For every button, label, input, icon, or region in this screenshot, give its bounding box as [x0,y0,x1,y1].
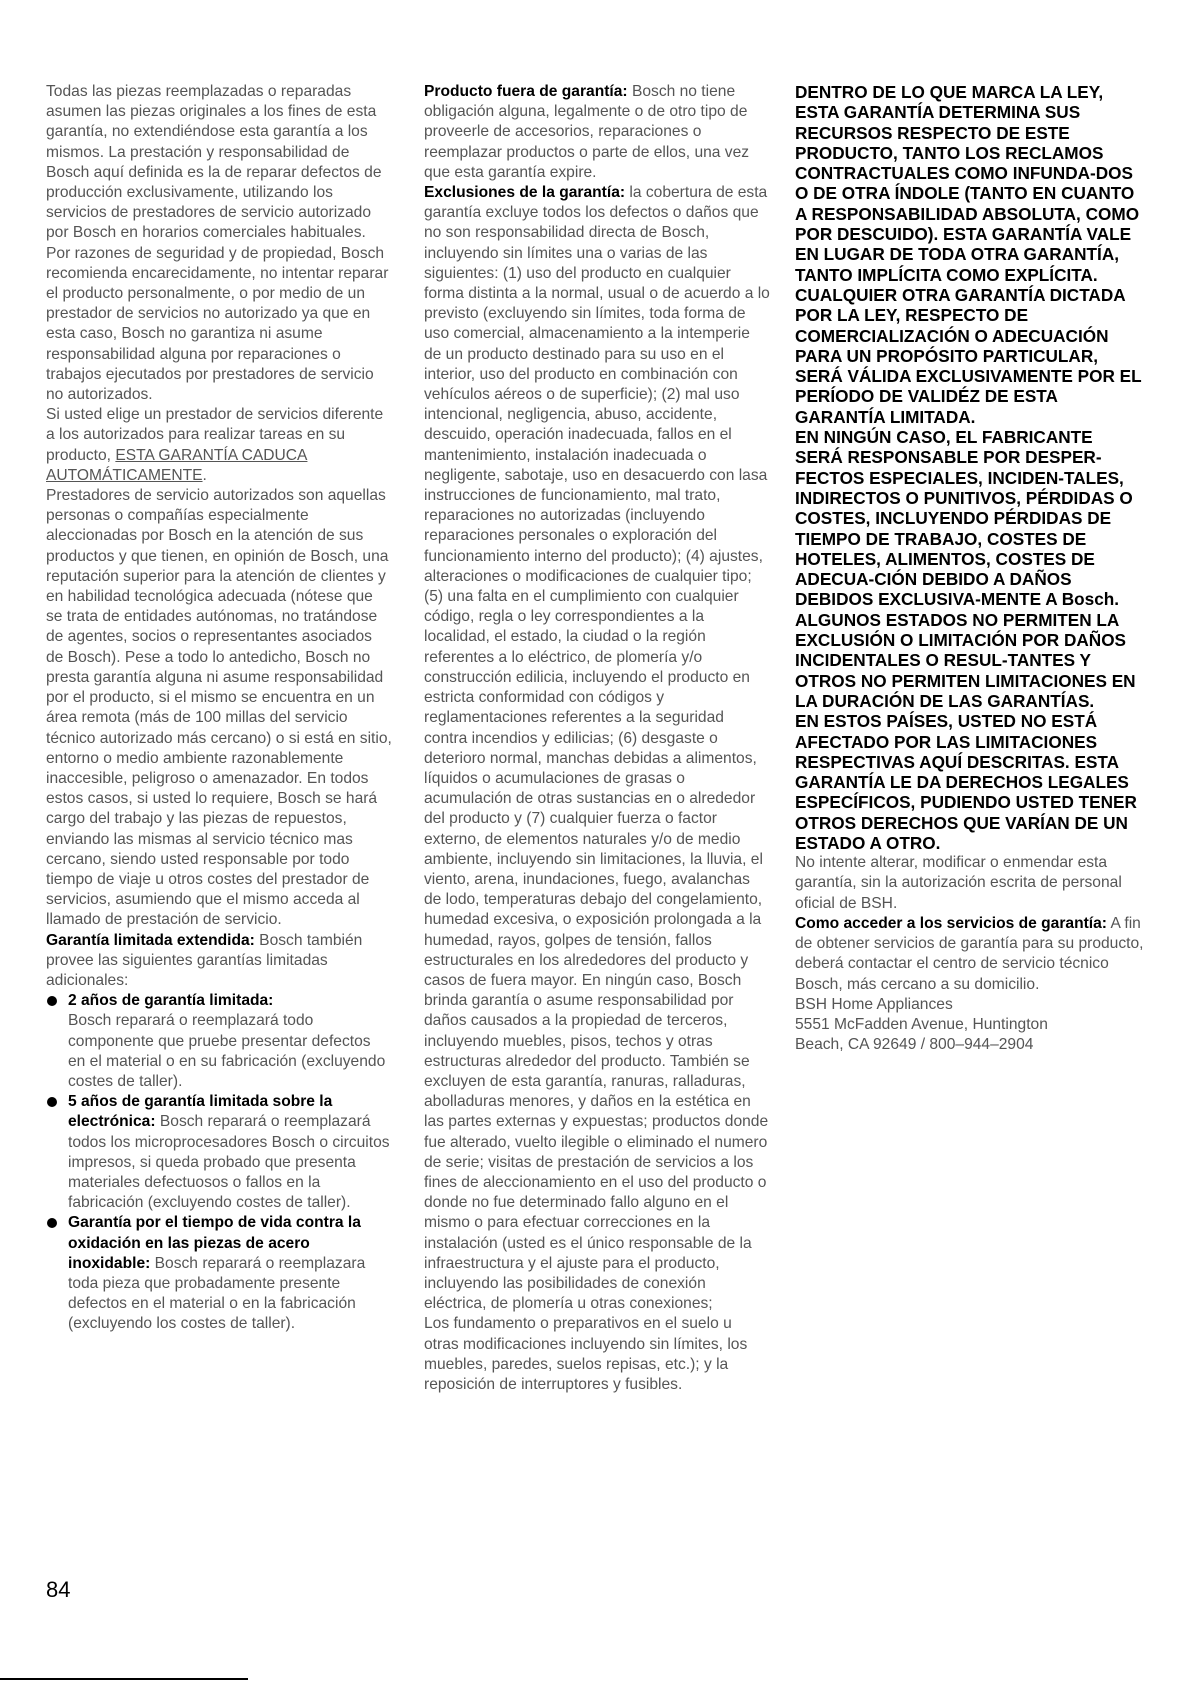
address-block [795,995,1145,1056]
list-item [46,1213,392,1334]
list-item-label: Garantía por el tiempo de vida contra la oxidación en las piezas de acero inoxidable: [68,1214,361,1272]
list-item-text: Bosch reparará o reemplazará todo componente que pruebe presentar defectos en el material o en su fabricación (excluyendo costes de taller). [68,1012,386,1090]
paragraph-end: . [202,466,207,484]
out-of-warranty-paragraph [424,82,770,183]
extended-warranty-text: Bosch también provee las siguientes garantías limitadas adicionales: [46,931,363,989]
warranty-paragraph: Todas las piezas reemplazadas o reparadas asumen las piezas originales a los fines de esta garantía, no extendiéndose esta garantía a los mismos. La prestación y responsabilidad de Bosch aquí definida es la de reparar defectos de producción exclusivamente, utilizando los servicios de prestadores de servicio autorizado por Bosch en horarios comerciales habituales. Por razones de seguridad y de propiedad, Bosch recomienda encarecidamente, no intentar reparar el producto personalmente, o por medio de un prestador de servicios no autorizado ya que en esta caso, Bosch no garantiza ni asume responsabilidad alguna por reparaciones o trabajos ejecutados por prestadores de servicio no autorizados. [46,83,389,404]
out-of-warranty-label: Producto fuera de garantía: [424,83,628,100]
address-line: Beach, CA 92649 / 800–944–2904 [795,1036,1034,1054]
liability-paragraph: EN NINGÚN CASO, EL FABRICANTE SERÁ RESPONSABLE POR DESPER-FECTOS ESPECIALES, INCIDEN-TALES, INDIRECTOS O PUNITIVOS, PÉRDIDAS O COSTES, INCLUYENDO PÉRDIDAS DE TIEMPO DE TRABAJO, COSTES DE HOTELES, ALIMENTOS, COSTES DE ADECUA-CIÓN DEBIDO A DAÑOS DEBIDOS EXCLUSIVA-MENTE A Bosch. ALGUNOS ESTADOS NO PERMITEN LA EXCLUSIÓN O LIMITACIÓN POR DAÑOS INCIDENTALES O RESUL-TANTES Y OTROS NO PERMITEN LIMITACIONES EN LA DURACIÓN DE LAS GARANTÍAS. [795,427,1136,711]
list-item-text: Bosch reparará o reemplazara toda pieza que probadamente presente defectos en el material o en la fabricación (excluyendo los costes de taller). [68,1254,366,1333]
footer-rule [0,1678,248,1680]
extended-warranty-paragraph [46,931,392,992]
column-middle [424,82,770,1395]
extended-warranty-label: Garantía limitada extendida: [46,931,255,949]
warranty-void-notice: ESTA GARANTÍA CADUCA AUTOMÁTICAMENTE [46,446,308,484]
page-number: 84 [46,1577,71,1602]
warranty-list [46,991,392,1334]
exclusions-paragraph [424,183,770,1314]
exclusions-text: la cobertura de esta garantía excluye todos los defectos o daños que no son responsabilidad directa de Bosch, incluyendo sin límites una o varias de las siguientes: (1) uso del producto en cualquier forma distinta a la normal, usual o de acuerdo a lo previsto (excluyendo sin límites, toda forma de uso comercial, almacenamiento a la intemperie de un producto destinado para su uso en el interior, uso del producto en combinación con vehículos aéreos o de superficie); (2) mal uso intencional, negligencia, abuso, accidente, descuido, operación inadecuada, fallos en el mantenimiento, instalación inadecuada o negligente, sabotaje, uso en desacuerdo con lasa instrucciones de funcionamiento, mal trato, reparaciones no autorizadas (incluyendo reparaciones personales o exploración del funcionamiento interno del producto); (4) ajustes, alteraciones o modificaciones de cualquier tipo; (5) una falta en el cumplimiento con cualquier código, regla o ley correspondientes a la localidad, el estado, la ciudad o la región referentes a lo eléctrico, de plomería y/o construcción edilicia, incluyendo el producto en estricta conformidad con códigos y reglamentaciones referentes a la seguridad contra incendios y edilicias; (6) desgaste o deterioro normal, manchas debidas a alimentos, líquidos o acumulaciones de grasas o acumulación de otras sustancias en o alrededor del producto y (7) cualquier fuerza o factor externo, de elementos naturales y/o de medio ambiente, incluyendo sin limitaciones, la lluvia, el viento, arena, inundaciones, fuego, avalanchas de lodo, temperaturas debajo del congelamiento, humedad excesiva, o exposición prolongada a la humedad, rayos, golpes de tensión, fallos estructurales en los alrededores del producto y casos de fuera mayor. En ningún caso, Bosch brinda garantía o asume responsabilidad por daños causados a la propiedad de terceros, incluyendo muebles, pisos, techos y otras estructuras alrededor del producto. También se excluyen de esta garantía, ranuras, ralladuras, abolladuras menores, y daños en la estética en las partes externas y expuestas; productos donde fue alterado, vuelto ilegible o eliminado el numero de serie; visitas de prestación de servicios a los fines de aleccionamiento en el uso del producto o donde no fue determinado fallo alguno en el mismo o para efectuar correcciones en la instalación (usted es el único responsable de la infraestructura y el ajuste para el producto, incluyendo las posibilidades de conexión eléctrica, de plomería u otras conexiones; [424,184,770,1313]
list-item-label: 2 años de garantía limitada: [68,992,274,1010]
address-line: 5551 McFadden Avenue, Huntington [795,1015,1048,1033]
bullet-icon [47,996,57,1006]
country-rights-paragraph: EN ESTOS PAÍSES, USTED NO ESTÁ AFECTADO POR LAS LIMITACIONES RESPECTIVAS AQUÍ DESCRITAS. ESTA GARANTÍA LE DA DERECHOS LEGALES ESPECÍFICOS, PUDIENDO USTED TENER OTROS DERECHOS QUE VARÍAN DE UN ESTADO A OTRO. [795,711,1137,853]
out-of-warranty-text: Bosch no tiene obligación alguna, legalmente o de otro tipo de proveerle de accesorios, reparaciones o reemplazar productos o parte de ellos, una vez que esta garantía expire. [424,83,750,181]
list-item [46,1092,392,1213]
bullet-icon [47,1218,57,1228]
legal-caps-block [795,82,1145,853]
foundations-paragraph: Los fundamento o preparativos en el suelo u otras modificaciones incluyendo sin límites, los muebles, paredes, suelos repisas, etc.); y la reposición de interruptores y fusibles. [424,1315,748,1393]
paragraph-text: Si usted elige un prestador de servicios diferente a los autorizados para realizar tareas en su producto, [46,406,384,464]
bullet-icon [47,1097,57,1107]
address-line: BSH Home Appliances [795,995,953,1013]
service-access-label: Como acceder a los servicios de garantía: [795,914,1108,932]
law-limits-paragraph: DENTRO DE LO QUE MARCA LA LEY, ESTA GARANTÍA DETERMINA SUS RECURSOS RESPECTO DE ESTE PRODUCTO, TANTO LOS RECLAMOS CONTRACTUALES COMO INFUNDA-DOS O DE OTRA ÍNDOLE (TANTO EN CUANTO A RESPONSABILIDAD ABSOLUTA, COMO POR DESCUIDO). ESTA GARANTÍA VALE EN LUGAR DE TODA OTRA GARANTÍA, TANTO IMPLÍCITA COMO EXPLÍCITA. CUALQUIER OTRA GARANTÍA DICTADA POR LA LEY, RESPECTO DE COMERCIALIZACIÓN O ADECUACIÓN PARA UN PROPÓSITO PARTICULAR, SERÁ VÁLIDA EXCLUSIVAMENTE POR EL PERÍODO DE VALIDÉZ DE ESTA GARANTÍA LIMITADA. [795,82,1142,427]
alteration-paragraph: No intente alterar, modificar o enmendar esta garantía, sin la autorización escrita de personal oficial de BSH. [795,854,1122,912]
authorized-providers-paragraph: Prestadores de servicio autorizados son aquellas personas o compañías especialmente aleccionadas por Bosch en la atención de sus productos y que tienen, en opinión de Bosch, una reputación superior para la atención de clientes y en habilidad tecnológica adecuada (nótese que se trata de entidades autónomas, no tratándose de agentes, socios o representantes asociados de Bosch). Pese a todo lo antedicho, Bosch no presta garantía alguna ni asume responsabilidad por el producto, si el mismo se encuentra en un área remota (más de 100 millas del servicio técnico autorizado más cercano) o si está en sitio, entorno o medio ambiente razonablemente inaccesible, peligroso o amenazador. En todos estos casos, si usted lo requiere, Bosch se hará cargo del trabajo y las piezas de repuestos, enviando las mismas al servicio técnico mas cercano, siendo usted responsable por todo tiempo de viaje u otros costes del prestador de servicios, asumiendo que el mismo acceda al llamado de prestación de servicio. [46,487,392,929]
column-right [795,82,1145,1055]
column-left [46,82,392,1335]
unauthorized-service-paragraph [46,405,392,486]
service-access-text: A fin de obtener servicios de garantía para su producto, deberá contactar el centro de servicio técnico Bosch, más cercano a su domicilio. [795,914,1144,993]
list-item-text: Bosch reparará o reemplazará todos los microprocesadores Bosch o circuitos impresos, si queda probado que presenta materiales defectuosos o fallos en la fabricación (excluyendo costes de taller). [68,1113,390,1212]
exclusions-label: Exclusiones de la garantía: [424,184,626,202]
service-access-paragraph [795,914,1145,995]
list-item [46,991,392,1092]
list-item-label: 5 años de garantía limitada sobre la electrónica: [68,1093,333,1131]
